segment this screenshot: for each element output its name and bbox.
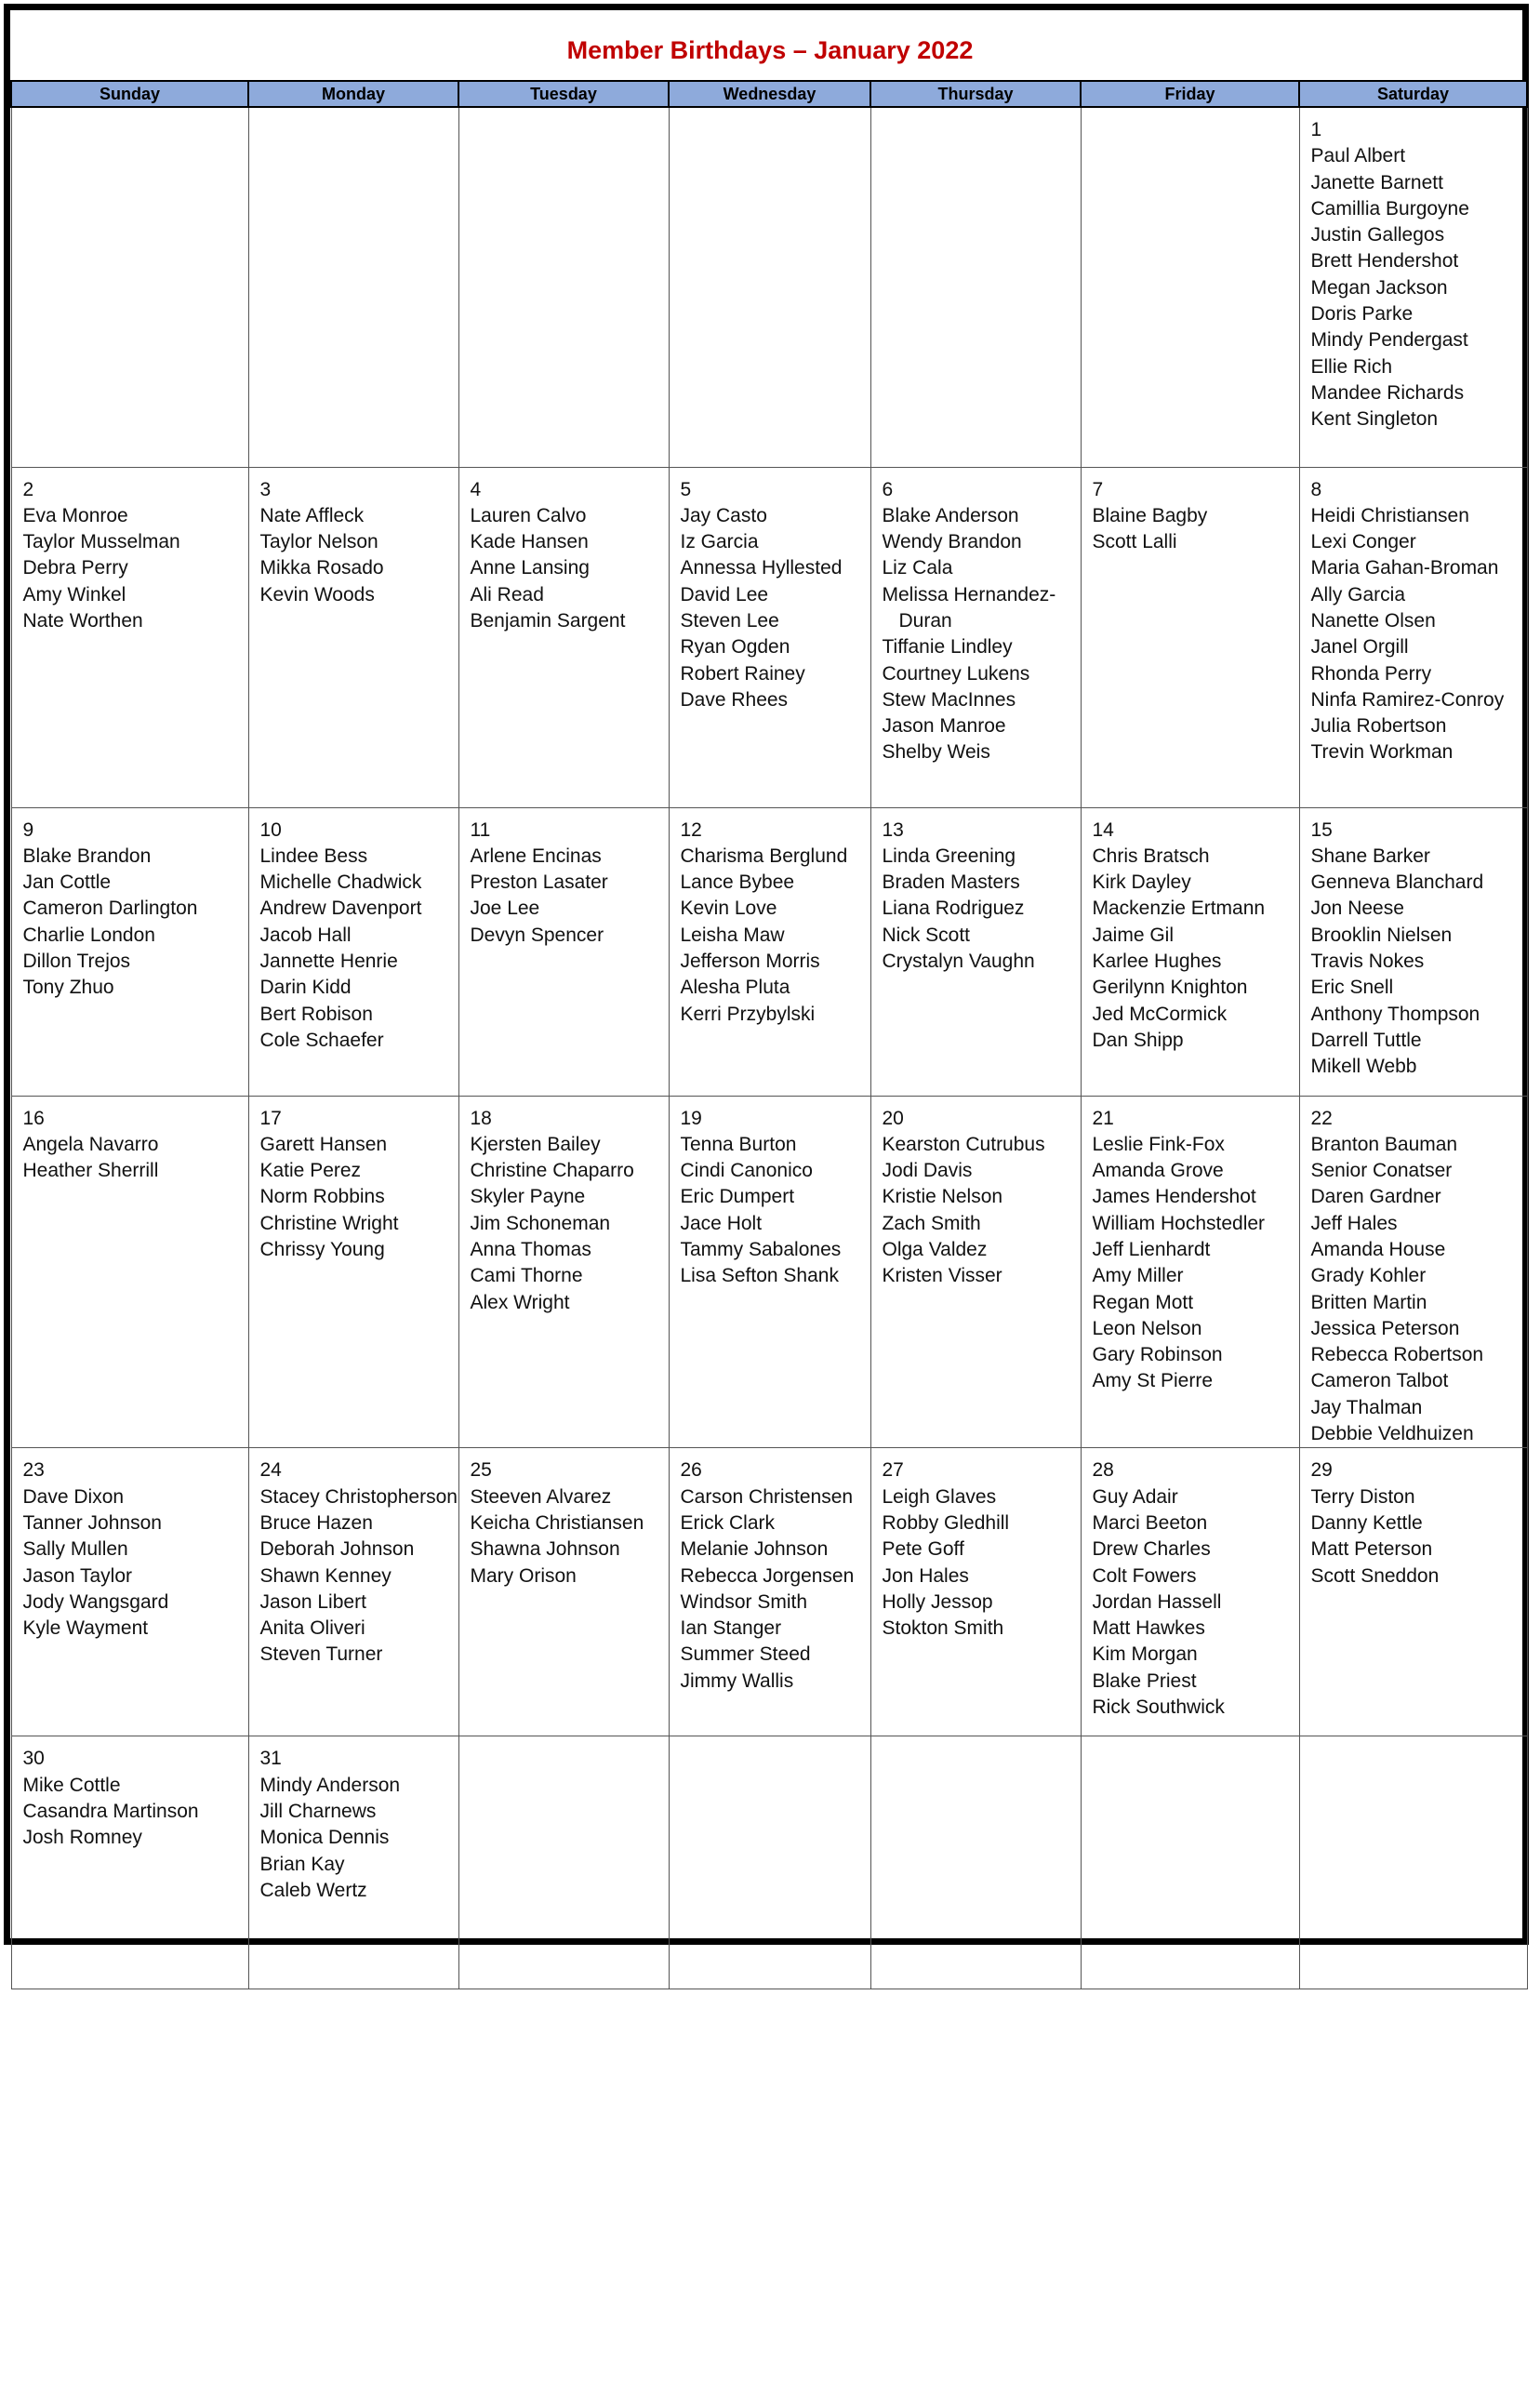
member-name: Taylor Nelson xyxy=(259,531,378,553)
member-name: Andrew Davenport xyxy=(259,898,422,920)
day-number: 27 xyxy=(882,1459,904,1482)
day-number: 26 xyxy=(680,1459,702,1482)
member-name: Steven Lee xyxy=(680,609,779,632)
member-name: Michelle Chadwick xyxy=(259,871,422,894)
weekday-header: Thursday xyxy=(870,81,1081,107)
member-name: Deborah Johnson xyxy=(259,1538,415,1561)
member-name: Jordan Hassell xyxy=(1092,1590,1222,1613)
member-name: Stew MacInnes xyxy=(882,688,1016,711)
member-name: Eva Monroe xyxy=(22,504,128,526)
member-name: Blaine Bagby xyxy=(1092,504,1208,526)
day-cell xyxy=(870,467,1081,807)
member-name: Megan Jackson xyxy=(1310,276,1448,299)
member-name: Colt Fowers xyxy=(1092,1564,1197,1587)
member-name: Leon Nelson xyxy=(1092,1317,1202,1339)
member-name: Jeff Hales xyxy=(1310,1212,1398,1234)
day-cell xyxy=(870,1096,1081,1448)
member-name: Mindy Anderson xyxy=(259,1774,401,1796)
member-name: Dillon Trejos xyxy=(22,950,131,972)
member-name: Chris Bratsch xyxy=(1092,845,1210,867)
member-name: Mike Cottle xyxy=(22,1774,121,1796)
empty-day-cell xyxy=(458,107,669,467)
member-name: Jan Cottle xyxy=(22,871,112,894)
member-name: Jed McCormick xyxy=(1092,1003,1228,1025)
member-name: Windsor Smith xyxy=(680,1590,808,1613)
empty-day-cell xyxy=(1299,1736,1527,1989)
member-name: Ellie Rich xyxy=(1310,355,1393,378)
day-number: 12 xyxy=(680,818,702,841)
member-name: Shawn Kenney xyxy=(259,1564,392,1587)
day-cell xyxy=(11,1096,248,1448)
week-row xyxy=(11,467,1527,807)
member-name: Amy Miller xyxy=(1092,1265,1184,1287)
day-number: 1 xyxy=(1310,119,1322,140)
member-name: Ian Stanger xyxy=(680,1617,782,1640)
member-name: Lisa Sefton Shank xyxy=(680,1265,839,1287)
member-name: Jodi Davis xyxy=(882,1160,973,1182)
day-cell xyxy=(248,467,458,807)
day-cell xyxy=(248,807,458,1096)
member-name: Jason Taylor xyxy=(22,1564,133,1587)
day-cell xyxy=(669,1096,870,1448)
member-name: Mandee Richards xyxy=(1310,381,1465,404)
member-name: Stacey Christopherson xyxy=(259,1485,458,1508)
member-name: Joe Lee xyxy=(470,898,540,920)
member-name: Anthony Thompson xyxy=(1310,1003,1480,1025)
day-cell xyxy=(248,1096,458,1448)
member-name: Robby Gledhill xyxy=(882,1511,1010,1534)
member-name: Jace Holt xyxy=(680,1212,763,1234)
member-name: Cami Thorne xyxy=(470,1265,583,1287)
weekday-header: Friday xyxy=(1081,81,1299,107)
day-cell xyxy=(1081,1448,1299,1736)
week-row xyxy=(11,807,1527,1096)
member-name: Anne Lansing xyxy=(470,557,590,579)
member-name: Rebecca Robertson xyxy=(1310,1344,1484,1366)
member-name: Karlee Hughes xyxy=(1092,950,1222,972)
member-name: Amy St Pierre xyxy=(1092,1370,1214,1392)
member-name: Angela Navarro xyxy=(22,1133,159,1155)
day-cell xyxy=(458,1096,669,1448)
member-name: Maria Gahan-Broman xyxy=(1310,557,1499,579)
member-name: Casandra Martinson xyxy=(22,1800,199,1822)
member-name: Benjamin Sargent xyxy=(470,609,626,632)
member-name: Summer Steed xyxy=(680,1643,811,1666)
member-name: Josh Romney xyxy=(22,1827,142,1849)
member-name: Alex Wright xyxy=(470,1291,570,1313)
day-number: 25 xyxy=(470,1459,492,1482)
member-name: Grady Kohler xyxy=(1310,1265,1427,1287)
member-name: Keicha Christiansen xyxy=(470,1511,644,1534)
member-name: Jeff Lienhardt xyxy=(1092,1238,1211,1260)
member-name: Eric Dumpert xyxy=(680,1186,795,1208)
member-name: Jaime Gil xyxy=(1092,924,1175,946)
member-name: Brooklin Nielsen xyxy=(1310,924,1453,946)
day-cell xyxy=(11,467,248,807)
member-name: Kade Hansen xyxy=(470,531,589,553)
member-name: Mindy Pendergast xyxy=(1310,329,1468,352)
member-name: Janette Barnett xyxy=(1310,171,1443,193)
member-name: Kearston Cutrubus xyxy=(882,1133,1045,1155)
empty-day-cell xyxy=(1081,1736,1299,1989)
member-name: Danny Kettle xyxy=(1310,1511,1423,1534)
member-name: Lance Bybee xyxy=(680,871,795,894)
member-name: Jay Thalman xyxy=(1310,1396,1423,1418)
day-number: 5 xyxy=(680,478,692,500)
member-name: Blake Anderson xyxy=(882,504,1019,526)
member-name: Guy Adair xyxy=(1092,1485,1178,1508)
member-name: Mackenzie Ertmann xyxy=(1092,898,1266,920)
member-name: Lexi Conger xyxy=(1310,531,1416,553)
member-name: Cameron Darlington xyxy=(22,898,198,920)
day-number: 23 xyxy=(22,1459,45,1482)
member-name: Iz Garcia xyxy=(680,531,759,553)
member-name: Nanette Olsen xyxy=(1310,609,1436,632)
member-name: Steven Turner xyxy=(259,1643,383,1666)
member-name: Shane Barker xyxy=(1310,845,1430,867)
day-cell xyxy=(11,1736,248,1989)
day-cell xyxy=(669,467,870,807)
day-number: 31 xyxy=(259,1748,282,1770)
member-name: Scott Lalli xyxy=(1092,531,1177,553)
member-name: Amy Winkel xyxy=(22,583,126,605)
member-name: Mikell Webb xyxy=(1310,1056,1417,1078)
member-name: Jill Charnews xyxy=(259,1800,377,1822)
day-cell xyxy=(870,807,1081,1096)
member-name: Taylor Musselman xyxy=(22,531,180,553)
empty-day-cell xyxy=(870,1736,1081,1989)
member-name: Heather Sherrill xyxy=(22,1160,159,1182)
member-name: Jon Neese xyxy=(1310,898,1404,920)
weekday-header: Saturday xyxy=(1299,81,1527,107)
day-cell xyxy=(669,807,870,1096)
day-number: 13 xyxy=(882,818,904,841)
member-name: Linda Greening xyxy=(882,845,1016,867)
member-name: Carson Christensen xyxy=(680,1485,854,1508)
day-number: 14 xyxy=(1092,818,1114,841)
member-name: Tanner Johnson xyxy=(22,1511,162,1534)
member-name: Charisma Berglund xyxy=(680,845,848,867)
day-number: 19 xyxy=(680,1107,702,1129)
member-name: Robert Rainey xyxy=(680,662,805,685)
weekday-header-row xyxy=(11,81,1527,107)
member-name: Ali Read xyxy=(470,583,544,605)
member-name: Sally Mullen xyxy=(22,1538,128,1561)
member-name: Jim Schoneman xyxy=(470,1212,611,1234)
member-name: Trevin Workman xyxy=(1310,741,1454,764)
day-number: 11 xyxy=(470,818,491,841)
member-name: Steeven Alvarez xyxy=(470,1485,612,1508)
day-cell xyxy=(1299,807,1527,1096)
member-name: Doris Parke xyxy=(1310,303,1414,326)
member-name: Erick Clark xyxy=(680,1511,776,1534)
day-cell xyxy=(458,467,669,807)
member-name: Melanie Johnson xyxy=(680,1538,829,1561)
week-row xyxy=(11,1736,1527,1989)
member-name: Leisha Maw xyxy=(680,924,785,946)
week-row xyxy=(11,1448,1527,1736)
member-name: Kristie Nelson xyxy=(882,1186,1003,1208)
day-number: 28 xyxy=(1092,1459,1114,1482)
member-name: Eric Snell xyxy=(1310,977,1394,999)
member-name: Bert Robison xyxy=(259,1003,373,1025)
member-name: Jimmy Wallis xyxy=(680,1669,794,1692)
member-name: Rebecca Jorgensen xyxy=(680,1564,855,1587)
day-number: 18 xyxy=(470,1107,492,1129)
empty-day-cell xyxy=(669,1736,870,1989)
member-name: Kristen Visser xyxy=(882,1265,1002,1287)
member-name: Jody Wangsgard xyxy=(22,1590,169,1613)
member-name: Chrissy Young xyxy=(259,1238,385,1260)
day-cell xyxy=(1299,1096,1527,1448)
day-cell xyxy=(1299,107,1527,467)
member-name: Norm Robbins xyxy=(259,1186,385,1208)
day-number: 30 xyxy=(22,1748,45,1770)
day-cell xyxy=(458,807,669,1096)
member-name: Kjersten Bailey xyxy=(470,1133,601,1155)
empty-day-cell xyxy=(458,1736,669,1989)
day-cell xyxy=(1081,807,1299,1096)
member-name: Shelby Weis xyxy=(882,741,990,764)
day-number: 20 xyxy=(882,1107,904,1129)
member-name: Debra Perry xyxy=(22,557,128,579)
member-name: Wendy Brandon xyxy=(882,531,1022,553)
member-name: Terry Diston xyxy=(1310,1485,1415,1508)
member-name: Kevin Love xyxy=(680,898,777,920)
member-name: Stokton Smith xyxy=(882,1617,1004,1640)
member-name: David Lee xyxy=(680,583,769,605)
member-name: Dave Rhees xyxy=(680,688,789,711)
member-name: Regan Mott xyxy=(1092,1291,1194,1313)
member-name: Jefferson Morris xyxy=(680,950,820,972)
day-cell xyxy=(1299,467,1527,807)
member-name: Gary Robinson xyxy=(1092,1344,1223,1366)
member-name: Amanda House xyxy=(1310,1238,1446,1260)
day-cell xyxy=(1081,1096,1299,1448)
member-name: Dan Shipp xyxy=(1092,1029,1184,1051)
member-name: Skyler Payne xyxy=(470,1186,586,1208)
member-name: Jannette Henrie xyxy=(259,950,398,972)
member-name: Mary Orison xyxy=(470,1564,577,1587)
day-number: 22 xyxy=(1310,1107,1333,1129)
member-name: Lindee Bess xyxy=(259,845,368,867)
member-name: Kevin Woods xyxy=(259,583,375,605)
member-name: James Hendershot xyxy=(1092,1186,1256,1208)
member-name: Gerilynn Knighton xyxy=(1092,977,1248,999)
member-name: Leslie Fink-Fox xyxy=(1092,1133,1225,1155)
member-name: Drew Charles xyxy=(1092,1538,1211,1561)
member-name: Genneva Blanchard xyxy=(1310,871,1484,894)
member-name: Pete Goff xyxy=(882,1538,964,1561)
day-cell xyxy=(11,1448,248,1736)
member-name: Ally Garcia xyxy=(1310,583,1406,605)
member-name: Liana Rodriguez xyxy=(882,898,1025,920)
member-name: Rhonda Perry xyxy=(1310,662,1432,685)
member-name: Branton Bauman xyxy=(1310,1133,1458,1155)
member-name: Liz Cala xyxy=(882,557,953,579)
member-name: Preston Lasater xyxy=(470,871,608,894)
member-name: Christine Wright xyxy=(259,1212,399,1234)
member-name: Kirk Dayley xyxy=(1092,871,1191,894)
member-name: Travis Nokes xyxy=(1310,950,1425,972)
empty-day-cell xyxy=(669,107,870,467)
member-name: Arlene Encinas xyxy=(470,845,602,867)
member-name: Senior Conatser xyxy=(1310,1160,1453,1182)
day-number: 2 xyxy=(22,478,34,500)
day-cell xyxy=(248,1736,458,1989)
member-name: Garett Hansen xyxy=(259,1133,388,1155)
member-name: Ninfa Ramirez-Conroy xyxy=(1310,688,1505,711)
member-name: Anita Oliveri xyxy=(259,1617,365,1640)
day-number: 9 xyxy=(22,818,34,841)
day-cell xyxy=(458,1448,669,1736)
member-name: Annessa Hyllested xyxy=(680,557,843,579)
member-name: Olga Valdez xyxy=(882,1238,988,1260)
member-name: Jacob Hall xyxy=(259,924,352,946)
member-name: Brett Hendershot xyxy=(1310,250,1459,273)
week-row xyxy=(11,107,1527,467)
member-name: Blake Brandon xyxy=(22,845,152,867)
member-name: Mikka Rosado xyxy=(259,557,384,579)
member-name: Nate Worthen xyxy=(22,609,143,632)
member-name: Camillia Burgoyne xyxy=(1310,197,1469,219)
member-name: Rick Southwick xyxy=(1092,1696,1225,1719)
member-name: Charlie London xyxy=(22,924,155,946)
member-name: Kim Morgan xyxy=(1092,1643,1198,1666)
member-name: Holly Jessop xyxy=(882,1590,993,1613)
day-number: 7 xyxy=(1092,478,1104,500)
member-name: Debbie Veldhuizen xyxy=(1310,1423,1474,1445)
member-name: Julia Robertson xyxy=(1310,715,1447,738)
member-name: Jessica Peterson xyxy=(1310,1317,1460,1339)
member-name: Scott Sneddon xyxy=(1310,1564,1440,1587)
member-name: Monica Dennis xyxy=(259,1827,390,1849)
member-name: Leigh Glaves xyxy=(882,1485,997,1508)
member-name: Cole Schaefer xyxy=(259,1029,384,1051)
day-number: 15 xyxy=(1310,818,1333,841)
member-name: Nate Affleck xyxy=(259,504,365,526)
member-name: Nick Scott xyxy=(882,924,971,946)
member-name: William Hochstedler xyxy=(1092,1212,1266,1234)
week-row xyxy=(11,1096,1527,1448)
member-name: Kent Singleton xyxy=(1310,408,1439,431)
member-name: Paul Albert xyxy=(1310,145,1406,167)
day-cell xyxy=(1081,467,1299,807)
day-cell xyxy=(11,807,248,1096)
member-name: Janel Orgill xyxy=(1310,636,1409,658)
weekday-header: Wednesday xyxy=(669,81,870,107)
day-cell xyxy=(870,1448,1081,1736)
weekday-header: Sunday xyxy=(11,81,248,107)
member-name: Christine Chaparro xyxy=(470,1160,634,1182)
empty-day-cell xyxy=(248,107,458,467)
member-name: Blake Priest xyxy=(1092,1669,1197,1692)
day-number: 4 xyxy=(470,478,482,500)
member-name: Matt Hawkes xyxy=(1092,1617,1205,1640)
member-name: Shawna Johnson xyxy=(470,1538,620,1561)
day-number: 8 xyxy=(1310,478,1322,500)
member-name: Anna Thomas xyxy=(470,1238,591,1260)
member-name: Jay Casto xyxy=(680,504,767,526)
member-name: Bruce Hazen xyxy=(259,1511,373,1534)
member-name: Brian Kay xyxy=(259,1853,345,1875)
member-name: Braden Masters xyxy=(882,871,1020,894)
member-name: Cameron Talbot xyxy=(1310,1370,1449,1392)
page-title: Member Birthdays – January 2022 xyxy=(566,36,974,64)
member-name: Amanda Grove xyxy=(1092,1160,1224,1182)
day-cell xyxy=(669,1448,870,1736)
member-name: Cindi Canonico xyxy=(680,1160,813,1182)
member-name: Justin Gallegos xyxy=(1310,224,1445,246)
day-number: 10 xyxy=(259,818,282,841)
birthday-calendar xyxy=(10,80,1528,1989)
day-number: 17 xyxy=(259,1107,282,1129)
member-name: Heidi Christiansen xyxy=(1310,504,1469,526)
member-name: Jon Hales xyxy=(882,1564,969,1587)
member-name: Tiffanie Lindley xyxy=(882,636,1013,658)
member-name: Jason Libert xyxy=(259,1590,366,1613)
member-name: Zach Smith xyxy=(882,1212,981,1234)
member-name: Devyn Spencer xyxy=(470,924,604,946)
empty-day-cell xyxy=(1081,107,1299,467)
member-name: Katie Perez xyxy=(259,1160,362,1182)
member-name: Britten Martin xyxy=(1310,1291,1427,1313)
member-name: Jason Manroe xyxy=(882,715,1006,738)
member-name: Dave Dixon xyxy=(22,1485,125,1508)
member-name: Kerri Przybylski xyxy=(680,1003,816,1025)
member-name: Melissa Hernandez-Duran xyxy=(882,583,1056,632)
empty-day-cell xyxy=(11,107,248,467)
member-name: Daren Gardner xyxy=(1310,1186,1441,1208)
member-name: Crystalyn Vaughn xyxy=(882,950,1035,972)
day-number: 6 xyxy=(882,478,894,500)
member-name: Tenna Burton xyxy=(680,1133,797,1155)
day-number: 24 xyxy=(259,1459,282,1482)
member-name: Marci Beeton xyxy=(1092,1511,1208,1534)
member-name: Lauren Calvo xyxy=(470,504,587,526)
member-name: Kyle Wayment xyxy=(22,1617,149,1640)
member-name: Darrell Tuttle xyxy=(1310,1029,1422,1051)
day-cell xyxy=(1299,1448,1527,1736)
member-name: Courtney Lukens xyxy=(882,662,1030,685)
empty-day-cell xyxy=(870,107,1081,467)
member-name: Darin Kidd xyxy=(259,977,352,999)
day-cell xyxy=(248,1448,458,1736)
day-number: 21 xyxy=(1092,1107,1114,1129)
day-number: 16 xyxy=(22,1107,45,1129)
member-name: Ryan Ogden xyxy=(680,636,790,658)
member-name: Tony Zhuo xyxy=(22,977,114,999)
day-number: 3 xyxy=(259,478,272,500)
member-name: Tammy Sabalones xyxy=(680,1238,842,1260)
day-number: 29 xyxy=(1310,1459,1333,1482)
member-name: Matt Peterson xyxy=(1310,1538,1433,1561)
member-name: Caleb Wertz xyxy=(259,1879,367,1901)
weekday-header: Tuesday xyxy=(458,81,669,107)
member-name: Alesha Pluta xyxy=(680,977,790,999)
weekday-header: Monday xyxy=(248,81,458,107)
calendar-body xyxy=(11,107,1527,1989)
